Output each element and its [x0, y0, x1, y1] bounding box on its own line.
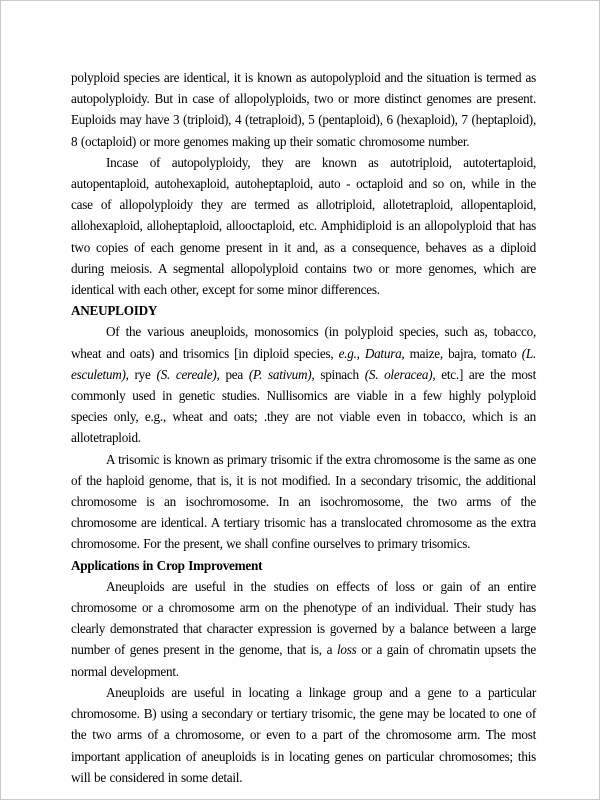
text-run: etc.] are the most commonly used in genetic studies. Nullisomics are viable in a few highly polyploid species only, e.g., wheat and oats; .they are not viable even in tobacco, which is an allotetraploid.: [71, 366, 536, 446]
paragraph-continuation-polyploid: [71, 67, 536, 152]
section-heading-applications: [71, 555, 536, 576]
text-run: Of the various aneuploids, monosomics (in polyploid species, such as, tobacco, wheat and oats) and trisomics [in diploid species,: [71, 324, 536, 361]
text-run: Incase of autopolyploidy, they are known as autotriploid, autotertaploid, autopentaploid, autohexaploid, autoheptaploid, auto - octaploid and so on, while in the case of allopolyploidy they are termed as allotriploid, allotetraploid, allopentaploid, allohexaploid, alloheptaploid, allooctaploid, etc. Amphidiploid is an allopolyploid that has two copies of each genome present in it and, as a consequence, behaves as a diploid during meiosis. A segmental allopolyploid contains two or more genomes, which are identical with each other, except for some minor differences.: [71, 154, 536, 298]
text-run: Aneuploids are useful in the studies on effects of loss or gain of an entire chromosome or a chromosome arm on the phenotype of an individual. Their study has clearly demonstrated that character expression is governed by a balance between a large number of genes present in the genome, that is, a: [71, 578, 536, 658]
text-run: Applications in Crop Improvement: [71, 557, 263, 573]
text-run: polyploid species are identical, it is known as autopolyploid and the situation is termed as autopolyploidy. But in case of allopolyploids, two or more distinct genomes are present. Euploids may have 3 (triploid), 4 (tetraploid), 5 (pentaploid), 6 (hexaploid), 7 (heptaploid), 8 (octaploid) or more genomes making up their somatic chromosome number.: [71, 70, 536, 149]
paragraph-aneuploids-linkage: [71, 682, 536, 788]
text-run: (P. sativum),: [248, 366, 315, 382]
text-run: (L. esculetum),: [71, 345, 536, 382]
text-run: pea: [219, 366, 249, 382]
paragraph-aneuploids-studies: [71, 576, 536, 682]
section-heading-aneuploidy: [71, 300, 536, 321]
text-run: spinach: [314, 366, 365, 382]
paragraph-aneuploids-species: [71, 321, 536, 448]
text-run: maize, bajra, tomato: [404, 345, 522, 361]
text-run: Aneuploids are useful in locating a linkage group and a gene to a particular chromosome. B) using a secondary or tertiary trisomic, the gene may be located to one of the two arms of a chromosome, or even to a part of the chromosome arm. The most important application of aneuploids is in locating genes on particular chromosomes; this will be considered in some detail.: [71, 684, 536, 785]
text-run: e.g., Datura,: [338, 345, 405, 361]
text-run: or a gain of chromatin upsets the normal development.: [71, 642, 536, 679]
paragraph-trisomic-types: [71, 449, 536, 555]
text-run: (S. cereale),: [156, 366, 220, 382]
text-run: A trisomic is known as primary trisomic if the extra chromosome is the same as one of the haploid genome, that is, it is not modified. In a secondary trisomic, the additional chromosome is an isochromosome. In an isochromosome, the two arms of the chromosome are identical. A tertiary trisomic has a translocated chromosome as the extra chromosome. For the present, we shall confine ourselves to primary trisomics.: [71, 451, 536, 552]
paragraph-autopolyploidy: [71, 152, 536, 300]
text-run: loss: [336, 642, 357, 658]
text-run: ANEUPLOIDY: [71, 303, 158, 319]
document-text-body: [71, 67, 536, 788]
text-run: rye: [128, 366, 157, 382]
text-run: (S. oleracea),: [364, 366, 436, 382]
